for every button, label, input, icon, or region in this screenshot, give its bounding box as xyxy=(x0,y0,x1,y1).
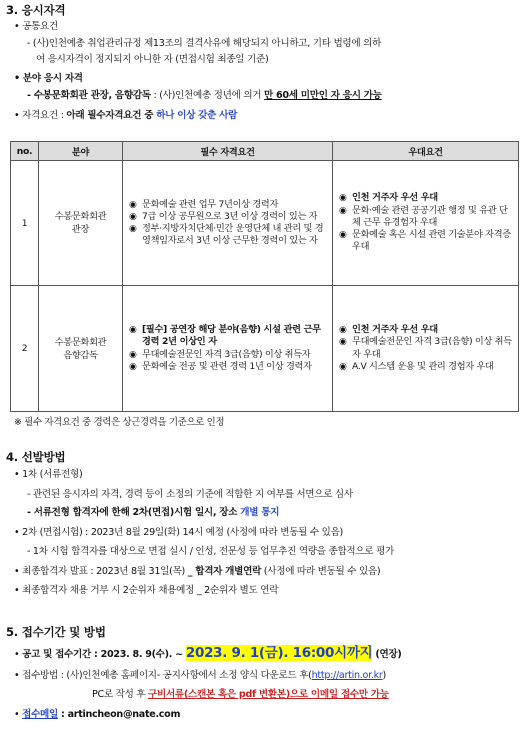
application-email: • 접수메일 : artincheon@nate.com xyxy=(14,709,181,720)
application-method: • 접수방법 : (사)인천예총 홈페이지- 공지사항에서 소정 양식 다운로드 후(http://artin.or.kr) xyxy=(14,670,386,681)
required-item: ◉ 문화예술 관련 업무 7년이상 경력자 xyxy=(129,199,328,211)
preferred-item: ◉ A.V 시스템 운용 및 관리 경험자 우대 xyxy=(339,361,514,373)
required-item: ◉ 7급 이상 공무원으로 3년 이상 경력이 있는 자 xyxy=(129,211,328,223)
first-round-line2: - 서류전형 합격자에 한해 2차(면접)시험 일시, 장소 개별 통지 xyxy=(27,507,280,518)
required-item: ◉ 무대예술전문인 자격 3급(음향) 이상 취득자 xyxy=(129,349,328,361)
preferred-item: ◉ 인천 거주자 우선 우대 xyxy=(339,192,514,204)
common-requirements-line2: 여 응시자격이 정지되지 아니한 자 (면접시험 최종일 기준) xyxy=(36,54,269,65)
row-required xyxy=(123,286,333,412)
application-method-line2: PC로 작성 후 구비서류(스캔본 혹은 pdf 변환본)으로 이메일 접수만 가능 xyxy=(92,689,389,700)
qualification-summary: • 자격요건 : 아래 필수자격요건 중 하나 이상 갖춘 사람 xyxy=(14,110,238,121)
qualification-table xyxy=(10,141,519,412)
homepage-link[interactable]: http://artin.or.kr xyxy=(311,670,383,681)
preferred-item: ◉ 문화예술 혹은 시설 관련 기술분야 자격증 우대 xyxy=(339,229,514,253)
table-row xyxy=(11,161,519,286)
section3-heading: 3. 응시자격 xyxy=(6,3,66,17)
table-note: ※ 필수 자격요건 중 경력은 상근경력을 기준으로 인정 xyxy=(14,417,225,428)
row-field: 수봉문화회관 관장 xyxy=(39,161,123,286)
first-round-line1: - 관련된 응시자의 자격, 경력 등이 소정의 기준에 적합한 지 여부를 서면으로 심사 xyxy=(27,489,353,500)
header-required: 필수 자격요건 xyxy=(123,142,333,161)
section5-heading: 5. 접수기간 및 방법 xyxy=(6,625,106,639)
common-requirements-line1: - (사)인천예총 취업관리규정 제13조의 결격사유에 해당되지 아니하고, 기타 법령에 의하 xyxy=(27,38,382,49)
required-item: ◉ 문화예술 전공 및 관련 경력 1년 이상 경력자 xyxy=(129,361,328,373)
preferred-item: ◉ 문화·예술 관련 공공기관 행정 및 유관 단체 근무 유경험자 우대 xyxy=(339,205,514,229)
header-no: no. xyxy=(11,142,39,161)
row-no: 2 xyxy=(11,286,39,412)
row-preferred xyxy=(333,286,519,412)
second-round-line1: - 1차 시험 합격자를 대상으로 면접 실시 / 인성, 전문성 등 업무추진 역량을 종합적으로 평가 xyxy=(27,546,395,557)
header-field: 분야 xyxy=(39,142,123,161)
required-item: ◉ [필수] 공연장 해당 분야(음향) 시설 관련 근무 경력 2년 이상인 자 xyxy=(129,324,328,348)
first-round-label: • 1차 (서류전형) xyxy=(14,469,83,480)
row-preferred xyxy=(333,161,519,286)
field-qualification-label: • 분야 응시 자격 xyxy=(14,73,83,84)
reserve-candidate: • 최종합격자 채용 거부 시 2순위자 채용예정 _ 2순위자 별도 연락 xyxy=(14,585,279,596)
common-requirements-label: • 공통요건 xyxy=(14,21,58,32)
second-round-label: • 2차 (면접시험) : 2023년 8월 29일(화) 14시 예정 (사정에 따라 변동될 수 있음) xyxy=(14,527,343,538)
table-header-row xyxy=(11,142,519,161)
header-preferred: 우대요건 xyxy=(333,142,519,161)
row-required xyxy=(123,161,333,286)
table-row xyxy=(11,286,519,412)
row-field: 수봉문화회관 음향감독 xyxy=(39,286,123,412)
email-label[interactable]: 접수메일 xyxy=(22,709,58,720)
preferred-item: ◉ 무대예술전문인 자격 3급(음향) 이상 취득자 우대 xyxy=(339,336,514,360)
field-qualification-line: - 수봉문화회관 관장, 음향감독 : (사)인천예총 정년에 의거 만 60세 미만인 자 응시 가능 xyxy=(27,90,382,101)
section4-heading: 4. 선발방법 xyxy=(6,450,66,464)
application-period: • 공고 및 접수기간 : 2023. 8. 9(수). ~ 2023. 9. 1(금). 16:00시까지 (연장) xyxy=(14,645,402,661)
final-announcement: • 최종합격자 발표 : 2023년 8월 31일(목) _ 합격자 개별연락 (사정에 따라 변동될 수 있음) xyxy=(14,566,381,577)
row-no: 1 xyxy=(11,161,39,286)
email-address[interactable]: : artincheon@nate.com xyxy=(57,709,181,720)
required-item: ◉ 정부·지방자치단체·민간 운영단체 내 관리 및 경영책임자로서 3년 이상 근무한 경력이 있는 자 xyxy=(129,223,328,247)
preferred-item: ◉ 인천 거주자 우선 우대 xyxy=(339,324,514,336)
